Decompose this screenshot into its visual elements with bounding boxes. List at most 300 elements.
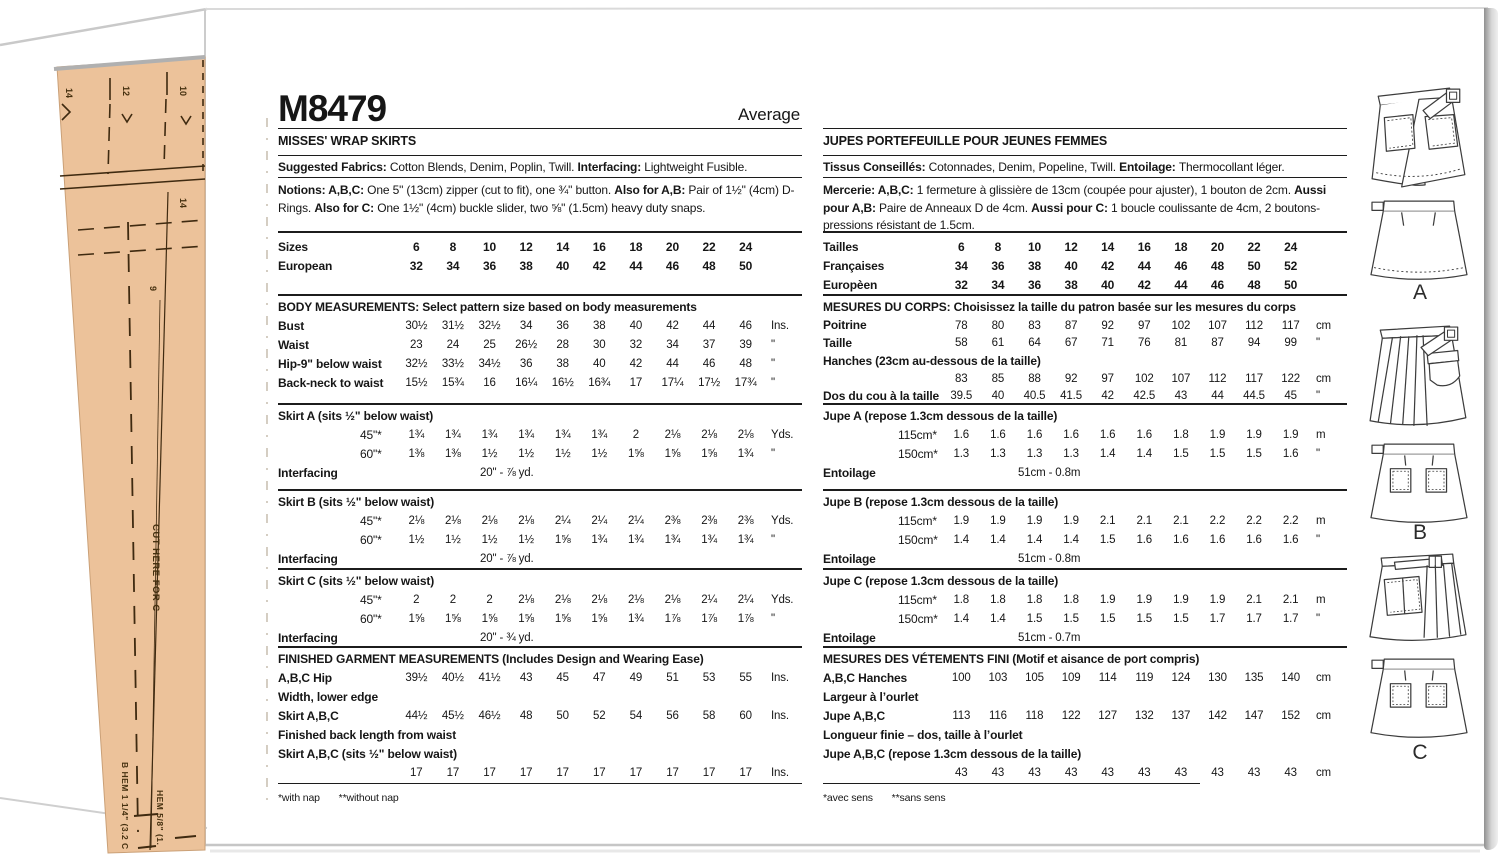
row-label: Entoilage — [823, 552, 876, 566]
cell-value: 46½ — [478, 710, 501, 723]
table-row — [823, 352, 1347, 370]
cell-value: 6 — [413, 240, 420, 254]
cell-value: 1⅝ — [664, 448, 681, 461]
cell-value: 1¾ — [408, 429, 425, 442]
cell-value: 140 — [1281, 672, 1301, 685]
row-label: Hip-9" below waist — [278, 357, 382, 371]
cell-value: 1½ — [518, 534, 534, 547]
notions-fr — [823, 177, 1347, 231]
cell-value: 1⅝ — [408, 613, 425, 626]
cell-value: 97 — [1101, 372, 1114, 385]
text-segment: Lightweight Fusible. — [644, 160, 748, 174]
jupe-b-section — [823, 489, 1347, 568]
cell-value: 60 — [739, 710, 752, 723]
table-row — [278, 317, 802, 336]
cell-value: 44 — [1174, 278, 1188, 292]
view-c-back-drawing — [1358, 651, 1482, 747]
cell-value: 38 — [1064, 278, 1078, 292]
unit-label: " — [770, 534, 775, 547]
cell-value: 56 — [666, 710, 679, 723]
skirt-b-heading: Skirt B (sits ½" below waist) — [278, 495, 435, 509]
cell-value: 39½ — [405, 672, 428, 685]
cell-value: 117 — [1281, 319, 1300, 332]
cell-value: 1.9 — [1063, 515, 1079, 528]
cell-value: 42 — [629, 358, 643, 371]
cell-value: 16 — [483, 377, 496, 390]
cell-value: 1.4 — [953, 534, 970, 547]
cell-value: 39.5 — [950, 390, 973, 403]
cell-value: 43 — [1247, 767, 1261, 780]
cell-value: 32 — [629, 339, 643, 352]
cell-value: 2¼ — [628, 515, 644, 528]
tissue-hem-text-b: B HEM 1 1/4" (3.2 C — [120, 762, 130, 850]
suggested-fabrics-fr — [823, 155, 1347, 177]
cell-value: 2⅛ — [554, 594, 571, 607]
cell-value: 8 — [994, 240, 1002, 254]
table-row — [278, 374, 802, 393]
cell-value: 152 — [1281, 710, 1301, 723]
cell-value: 2 — [632, 429, 639, 442]
table-row — [278, 238, 802, 257]
unit-label: Yds. — [770, 429, 794, 442]
cell-value: 32½ — [405, 358, 428, 371]
cell-value: 20 — [1210, 240, 1224, 254]
skirt-b-yardage-table — [278, 512, 802, 569]
finished-garment-section — [278, 646, 802, 783]
cell-value: 46 — [739, 320, 752, 333]
cell-value: 45 — [1284, 390, 1297, 403]
cell-value: 107 — [1171, 372, 1191, 385]
cell-value: 83 — [955, 372, 968, 385]
cell-value: 1.8 — [1173, 429, 1189, 442]
table-row — [278, 445, 802, 464]
tissue-pattern-piece — [38, 48, 208, 858]
cell-value: 87 — [1064, 319, 1078, 332]
cell-value: 1.9 — [1136, 594, 1153, 607]
table-row — [278, 745, 802, 764]
text-segment: Cotonnades, Denim, Popeline, Twill. — [928, 160, 1120, 174]
cell-value: 40½ — [441, 672, 464, 685]
cell-value: 1¾ — [737, 534, 754, 547]
unit-label: m — [1315, 515, 1326, 528]
table-row — [823, 726, 1347, 745]
cell-value: 38 — [556, 358, 569, 371]
pattern-title: MISSES' WRAP SKIRTS — [278, 128, 802, 155]
cell-value: 1.6 — [1026, 429, 1043, 442]
cell-value: 45½ — [441, 710, 464, 723]
cell-value: 1.9 — [953, 515, 970, 528]
jupe-c-section — [823, 568, 1347, 646]
table-row — [823, 464, 1347, 483]
cell-value: 2 — [413, 594, 420, 607]
tissue-size-mark-12: 12 — [121, 86, 131, 97]
cell-value: 1½ — [445, 534, 461, 547]
cell-value: 2⅛ — [737, 429, 754, 442]
cell-value: 43 — [1138, 767, 1151, 780]
body-measurements-heading-fr: MESURES DU CORPS: Choisissez la taille du patron basée sur les mesures du corps — [823, 300, 1296, 314]
cell-value: 2.1 — [1246, 594, 1262, 607]
row-label: Longueur finie – dos, taille à l’ourlet — [823, 728, 1023, 742]
cell-value: 44 — [702, 320, 716, 333]
cell-value: 85 — [991, 372, 1005, 385]
finished-garment-table-fr — [823, 669, 1347, 783]
unit-label: Yds. — [770, 594, 794, 607]
cell-value: 1.9 — [1026, 515, 1043, 528]
cell-value: 1.8 — [953, 594, 970, 607]
pattern-number: M8479 — [278, 88, 387, 129]
cell-value: 8 — [449, 240, 457, 254]
row-label: 115cm* — [898, 593, 937, 607]
cell-value: 17 — [666, 767, 679, 780]
cell-value: 46 — [665, 259, 679, 273]
cell-value: 1.6 — [990, 429, 1006, 442]
unit-label: Ins. — [770, 710, 789, 723]
row-free-value: 51cm - 0.8m — [1018, 467, 1081, 480]
view-a-front-drawing — [1358, 83, 1482, 191]
cell-value: 45 — [556, 672, 569, 685]
cell-value: 17 — [410, 767, 423, 780]
cell-value: 16 — [1137, 240, 1151, 254]
row-label: 115cm* — [898, 428, 937, 442]
table-row — [823, 335, 1347, 353]
cell-value: 97 — [1138, 319, 1151, 332]
cell-value: 50 — [1247, 259, 1261, 273]
cell-value: 2¼ — [554, 515, 571, 528]
cell-value: 114 — [1098, 672, 1117, 685]
table-row — [278, 531, 802, 550]
cell-value: 17 — [519, 767, 533, 780]
row-label: Françaises — [823, 259, 885, 273]
cell-value: 99 — [1284, 337, 1297, 350]
cell-value: 118 — [1025, 710, 1044, 723]
cell-value: 41.5 — [1060, 390, 1082, 403]
row-label: Hanches (23cm au-dessous de la taille) — [823, 353, 1041, 368]
cell-value: 122 — [1281, 372, 1301, 385]
table-row — [823, 591, 1347, 610]
row-label: Finished back length from waist — [278, 728, 457, 742]
cell-value: 34 — [666, 339, 679, 352]
cell-value: 1¾ — [481, 429, 498, 442]
view-a-label: A — [1412, 281, 1427, 304]
notions — [278, 177, 802, 231]
jupe-c-heading: Jupe C (repose 1.3cm dessous de la taille) — [823, 574, 1059, 588]
cell-value: 36 — [1027, 278, 1042, 292]
cell-value: 17 — [483, 767, 496, 780]
table-row — [278, 464, 802, 483]
cell-value: 135 — [1244, 672, 1264, 685]
row-free-value: 20" - ⅞ yd. — [480, 467, 534, 480]
cell-value: 1.5 — [1099, 613, 1116, 626]
cell-value: 1.6 — [1246, 534, 1262, 547]
row-label: 150cm* — [898, 533, 938, 547]
cell-value: 15½ — [405, 377, 428, 390]
cell-value: 43 — [991, 767, 1005, 780]
cell-value: 1.5 — [1099, 534, 1116, 547]
cell-value: 40 — [1064, 259, 1078, 273]
cell-value: 20 — [665, 240, 679, 254]
cell-value: 48 — [519, 710, 533, 723]
cell-value: 2⅜ — [701, 515, 717, 528]
text-segment: Thermocollant léger. — [1178, 160, 1285, 174]
cell-value: 32½ — [478, 320, 501, 333]
jupe-b-metrage-table — [823, 512, 1347, 569]
cell-value: 40 — [556, 259, 570, 273]
tissue-size-mark-10: 10 — [178, 86, 188, 97]
cell-value: 1¾ — [518, 429, 534, 442]
unit-label: " — [770, 339, 775, 352]
cell-value: 81 — [1174, 337, 1188, 350]
unit-label: " — [1315, 613, 1320, 626]
cell-value: 17½ — [698, 377, 721, 390]
cell-value: 44 — [1211, 390, 1224, 403]
cell-value: 1¾ — [628, 534, 644, 547]
cell-value: 1⅝ — [518, 613, 534, 626]
cell-value: 1.9 — [1099, 594, 1116, 607]
cell-value: 12 — [1064, 240, 1078, 254]
footnote-with-nap: *with nap — [278, 792, 320, 804]
body-measurements-section — [278, 294, 802, 403]
cell-value: 44½ — [405, 710, 428, 723]
cell-value: 10 — [482, 240, 497, 254]
tissue-size-mark-9: 9 — [148, 286, 158, 292]
unit-label: cm — [1315, 767, 1331, 780]
cell-value: 17¼ — [661, 377, 684, 390]
table-row — [823, 388, 1347, 406]
tissue-size-mark-14b: 14 — [178, 198, 188, 209]
skirt-a-yardage-table — [278, 426, 802, 483]
table-row — [278, 629, 802, 648]
table-row — [823, 445, 1347, 464]
cell-value: 2⅛ — [408, 515, 425, 528]
cell-value: 1.4 — [1063, 534, 1079, 547]
row-label: Interfacing — [278, 552, 338, 566]
cell-value: 67 — [1064, 337, 1078, 350]
table-row — [278, 257, 802, 276]
cell-value: 88 — [1028, 372, 1041, 385]
cell-value: 107 — [1208, 319, 1227, 332]
cell-value: 124 — [1171, 672, 1191, 685]
row-label: Bust — [278, 319, 305, 333]
row-label: Entoilage — [823, 631, 876, 645]
cell-value: 44.5 — [1243, 390, 1265, 403]
table-row — [823, 707, 1347, 726]
table-row — [823, 370, 1347, 388]
cell-value: 16 — [592, 240, 606, 254]
cell-value: 1.9 — [1282, 429, 1299, 442]
cell-value: 43 — [1028, 767, 1041, 780]
cell-value: 1¾ — [664, 534, 681, 547]
cell-value: 43 — [1174, 767, 1188, 780]
cell-value: 2⅛ — [518, 594, 534, 607]
cell-value: 2.1 — [1099, 515, 1116, 528]
jupe-c-metrage-table — [823, 591, 1347, 648]
row-label: Europèen — [823, 278, 878, 292]
cell-value: 2⅛ — [664, 594, 681, 607]
cell-value: 105 — [1025, 672, 1044, 685]
cell-value: 1.4 — [953, 613, 970, 626]
cell-value: 36 — [556, 320, 569, 333]
table-row — [278, 426, 802, 445]
row-label: 45"* — [360, 428, 382, 442]
cell-value: 2⅛ — [591, 594, 608, 607]
unit-label: cm — [1315, 372, 1331, 385]
cell-value: 1½ — [481, 534, 498, 547]
cell-value: 43 — [1284, 767, 1297, 780]
cell-value: 17¾ — [734, 377, 757, 390]
finished-garment-heading: FINISHED GARMENT MEASUREMENTS (Includes Design and Wearing Ease) — [278, 652, 704, 666]
cell-value: 92 — [1064, 372, 1078, 385]
cell-value: 2.2 — [1209, 515, 1226, 528]
row-label: Entoilage — [823, 466, 876, 480]
row-label: Jupe A,B,C (repose 1.3cm dessous de la taille) — [823, 747, 1082, 761]
cell-value: 43 — [519, 672, 533, 685]
cell-value: 2¼ — [591, 515, 608, 528]
text-segment: Paire de Anneaux D de 4cm. — [879, 200, 1032, 215]
table-row — [278, 726, 802, 745]
cell-value: 1½ — [518, 448, 534, 461]
cell-value: 1.3 — [990, 448, 1006, 461]
cell-value: 1.5 — [1173, 448, 1189, 461]
cell-value: 1.6 — [1099, 429, 1116, 442]
footnote-sans-sens: **sans sens — [891, 792, 946, 804]
row-label: 150cm* — [898, 447, 938, 461]
tissue-hem-text: HEM 5/8" (1. — [155, 790, 165, 846]
cell-value: 46 — [1174, 259, 1188, 273]
view-b-front-drawing — [1358, 323, 1482, 433]
row-label: Tailles — [823, 240, 859, 254]
cell-value: 14 — [1101, 240, 1115, 254]
cell-value: 36 — [991, 259, 1005, 273]
row-label: 60"* — [360, 533, 382, 547]
unit-label: " — [1315, 534, 1320, 547]
cell-value: 1.6 — [1209, 534, 1226, 547]
row-free-value: 20" - ¾ yd. — [480, 632, 534, 645]
cell-value: 122 — [1061, 710, 1081, 723]
cell-value: 1¾ — [554, 429, 571, 442]
cell-value: 50 — [556, 710, 569, 723]
row-label: 150cm* — [898, 612, 938, 626]
row-label: Waist — [278, 338, 309, 352]
cell-value: 1⅞ — [701, 613, 717, 626]
cell-value: 46 — [702, 358, 716, 371]
cell-value: 42 — [666, 320, 679, 333]
cell-value: 38 — [1027, 259, 1042, 273]
table-row — [823, 276, 1347, 295]
table-row — [278, 610, 802, 629]
cell-value: 94 — [1247, 337, 1261, 350]
suggested-fabrics — [278, 155, 802, 177]
cell-value: 17 — [556, 767, 569, 780]
footnote-without-nap: **without nap — [338, 792, 399, 804]
body-measurements-heading: BODY MEASUREMENTS: Select pattern size based on body measurements — [278, 300, 697, 314]
cell-value: 113 — [952, 710, 971, 723]
cell-value: 12 — [519, 240, 533, 254]
text-segment: 1 fermeture à glissière de 13cm (coupée pour ajuster), 1 bouton de 2cm. — [916, 183, 1295, 197]
cell-value: 1.4 — [990, 613, 1006, 626]
cell-value: 34 — [954, 259, 968, 273]
cell-value: 117 — [1245, 372, 1263, 385]
header-row — [278, 88, 802, 128]
cell-value: 1.3 — [1063, 448, 1079, 461]
text-segment: Also for C: — [314, 200, 378, 215]
row-label: Poitrine — [823, 318, 867, 333]
cell-value: 58 — [702, 710, 716, 723]
jupe-a-section — [823, 403, 1347, 489]
row-label: 115cm* — [898, 514, 937, 528]
cell-value: 10 — [1027, 240, 1042, 254]
view-illustrations — [1358, 83, 1482, 773]
unit-label: cm — [1315, 319, 1331, 332]
unit-label: m — [1315, 429, 1326, 442]
table-row — [278, 355, 802, 374]
row-label: Sizes — [278, 240, 308, 254]
cell-value: 25 — [483, 339, 496, 352]
cell-value: 33½ — [441, 358, 464, 371]
cell-value: 130 — [1208, 672, 1227, 685]
cell-value: 54 — [629, 710, 643, 723]
cell-value: 1.5 — [1246, 448, 1262, 461]
row-label: Skirt A,B,C (sits ½" below waist) — [278, 747, 457, 761]
row-label: 60"* — [360, 447, 382, 461]
cell-value: 48 — [1210, 259, 1224, 273]
cell-value: 109 — [1061, 672, 1081, 685]
table-row — [823, 745, 1347, 764]
cell-value: 16½ — [551, 377, 574, 390]
pattern-title-fr: JUPES PORTEFEUILLE POUR JEUNES FEMMES — [823, 128, 1347, 155]
cell-value: 46 — [1210, 278, 1224, 292]
table-row — [278, 550, 802, 569]
table-row — [278, 764, 802, 783]
cell-value: 80 — [991, 319, 1005, 332]
cell-value: 43 — [1174, 390, 1188, 403]
cell-value: 40.5 — [1023, 390, 1046, 403]
cell-value: 34 — [519, 320, 533, 333]
cell-value: 1.5 — [1026, 613, 1043, 626]
text-segment: Mercerie: A,B,C: — [823, 183, 917, 197]
cell-value: 1½ — [591, 448, 608, 461]
unit-label: " — [1315, 390, 1320, 403]
sizes-table — [278, 231, 802, 294]
cell-value: 1¾ — [701, 534, 717, 547]
body-measurements-table-fr — [823, 317, 1347, 405]
cell-value: 6 — [958, 240, 965, 254]
cell-value: 64 — [1028, 337, 1041, 350]
table-row — [823, 688, 1347, 707]
cell-value: 132 — [1134, 710, 1154, 723]
cell-value: 2⅛ — [664, 429, 681, 442]
cell-value: 1.5 — [1136, 613, 1153, 626]
skirt-c-heading: Skirt C (sits ½" below waist) — [278, 574, 435, 588]
cell-value: 39 — [739, 339, 752, 352]
cell-value: 40 — [991, 390, 1005, 403]
cell-value: 102 — [1134, 372, 1154, 385]
cell-value: 16¾ — [588, 377, 611, 390]
cell-value: 2⅛ — [628, 594, 644, 607]
cell-value: 34½ — [478, 358, 501, 371]
table-row — [823, 610, 1347, 629]
cell-value: 100 — [951, 672, 971, 685]
cell-value: 71 — [1101, 337, 1114, 350]
difficulty-label: Average — [738, 104, 800, 124]
finished-garment-heading-fr: MESURES DES VÉTEMENTS FINI (Motif et aisance de port compris) — [823, 652, 1200, 666]
view-a-back-drawing — [1358, 193, 1482, 289]
cell-value: 40 — [593, 358, 606, 371]
cell-value: 37 — [702, 339, 716, 352]
cell-value: 58 — [955, 337, 968, 350]
cell-value: 1⅝ — [628, 448, 644, 461]
cell-value: 142 — [1208, 710, 1227, 723]
row-label: Largeur à l’ourlet — [823, 690, 919, 704]
